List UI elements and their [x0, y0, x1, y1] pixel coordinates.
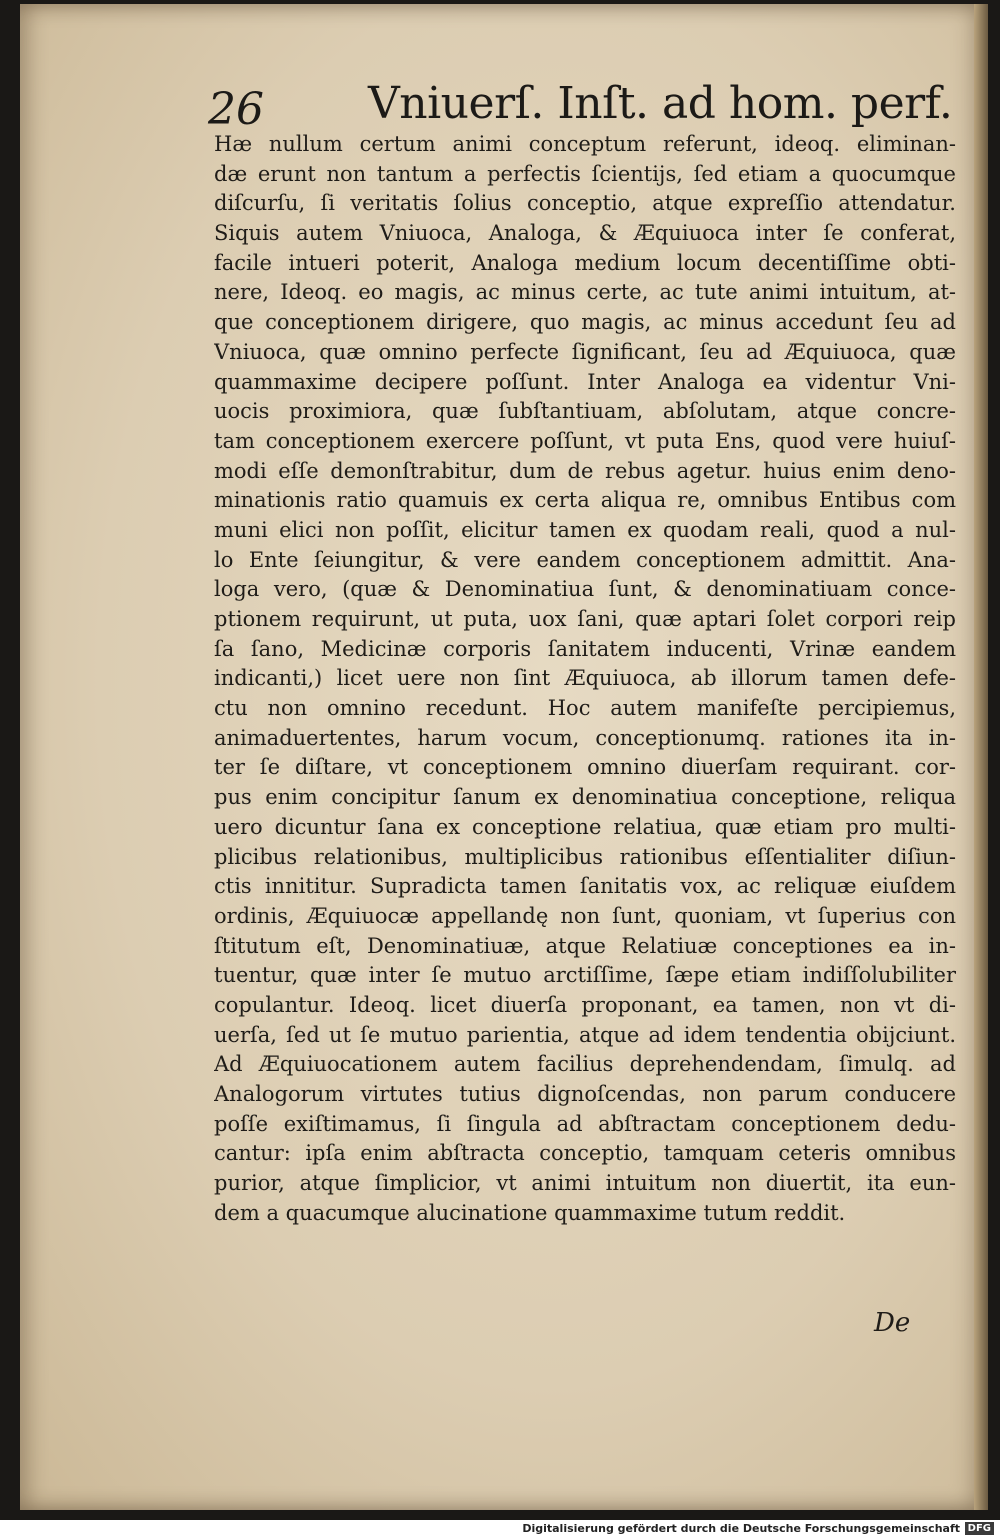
- catchword: De: [874, 1308, 911, 1338]
- text-line: pus enim concipitur ſanum ex denominatiua conceptione, reliqua: [214, 785, 956, 810]
- text-line: ter ſe diſtare, vt conceptionem omnino diuerſam requirant. cor-: [214, 755, 956, 780]
- text-line: Siquis autem Vniuoca, Analoga, & Æquiuoca inter ſe conferat,: [214, 221, 956, 246]
- text-line: facile intueri poterit, Analoga medium locum decentiſſime obti-: [214, 250, 956, 275]
- dfg-logo: DFG: [965, 1522, 994, 1535]
- text-line: muni elici non poſſit, elicitur tamen ex quodam reali, quod a nul-: [214, 517, 956, 542]
- text-line: modi eſſe demonſtrabitur, dum de rebus agetur. huius enim deno-: [214, 458, 956, 483]
- text-line: Hæ nullum certum animi conceptum referunt, ideoq. eliminan-: [214, 132, 956, 156]
- text-line: Ad Æquiuocationem autem facilius deprehendendam, ſimulq. ad: [214, 1052, 956, 1077]
- body-text: [214, 130, 956, 1228]
- text-line: loga vero, (quæ & Denominatiua ſunt, & denominatiuam conce-: [214, 577, 956, 602]
- digitization-credit: Digitalisierung gefördert durch die Deutsche Forschungsgemeinschaft: [522, 1522, 960, 1535]
- text-line: uero dicuntur ſana ex conceptione relatiua, quæ etiam pro multi-: [214, 814, 956, 839]
- text-line: quammaxime decipere poſſunt. Inter Analoga ea videntur Vni-: [214, 369, 956, 394]
- text-line: ſa ſano, Medicinæ corporis ſanitatem inducenti, Vrinæ eandem: [214, 636, 956, 661]
- text-line: indicanti,) licet uere non ſint Æquiuoca, ab illorum tamen defe-: [214, 666, 956, 691]
- text-line: purior, atque ſimplicior, vt animi intuitum non diuertit, ita eun-: [214, 1171, 956, 1196]
- text-line: ctis innititur. Supradicta tamen ſanitatis vox, ac reliquæ eiuſdem: [214, 874, 956, 899]
- text-line: Vniuoca, quæ omnino perfecte ſignificant, ſeu ad Æquiuoca, quæ: [214, 339, 956, 364]
- text-line: lo Ente ſeiungitur, & vere eandem conceptionem admittit. Ana-: [214, 547, 956, 572]
- text-line: animaduertentes, harum vocum, conceptionumq. rationes ita in-: [214, 725, 956, 750]
- text-line: dem a quacumque alucinatione quammaxime tutum reddit.: [214, 1200, 846, 1225]
- text-line: Analogorum virtutes tutius dignoſcendas, non parum conducere: [214, 1082, 956, 1106]
- text-line: plicibus relationibus, multiplicibus rationibus eſſentialiter diſiun-: [214, 844, 956, 869]
- page-number: 26: [208, 84, 264, 135]
- text-line: poſſe exiſtimamus, ſi ſingula ad abſtractam conceptionem dedu-: [214, 1111, 956, 1136]
- text-line: cantur: ipſa enim abſtracta conceptio, tamquam ceteris omnibus: [214, 1141, 956, 1166]
- text-line: ctu non omnino recedunt. Hoc autem manifeſte percipiemus,: [214, 696, 956, 721]
- text-line: diſcurſu, ſi veritatis ſolius conceptio, atque expreſſio attendatur.: [214, 191, 956, 216]
- text-line: nere, Ideoq. eo magis, ac minus certe, ac tute animi intuitum, at-: [214, 280, 956, 305]
- text-line: uocis proximiora, quæ ſubſtantiuam, abſolutam, atque concre-: [214, 399, 956, 424]
- text-line: ordinis, Æquiuocæ appellandę non ſunt, quoniam, vt ſuperius con: [214, 903, 956, 928]
- text-line: uerſa, ſed ut ſe mutuo parientia, atque ad idem tendentia obijciunt.: [214, 1022, 956, 1047]
- binding-edge: [974, 4, 988, 1510]
- text-line: minationis ratio quamuis ex certa aliqua re, omnibus Entibus com: [214, 488, 956, 513]
- text-line: tam conceptionem exercere poſſunt, vt puta Ens, quod vere huiuſ-: [214, 428, 956, 453]
- text-line: ſtitutum eſt, Denominatiuæ, atque Relatiuæ conceptiones ea in-: [214, 933, 956, 958]
- text-line: que conceptionem dirigere, quo magis, ac minus accedunt ſeu ad: [214, 310, 956, 335]
- running-head: Vniuerſ. Inſt. ad hom. perf.: [368, 78, 953, 129]
- text-line: tuentur, quæ inter ſe mutuo arctiſſime, ſæpe etiam indiſſolubiliter: [214, 963, 956, 988]
- text-line: copulantur. Ideoq. licet diuerſa proponant, ea tamen, non vt di-: [214, 992, 956, 1017]
- text-line: ptionem requirunt, ut puta, uox ſani, quæ aptari ſolet corpori reip: [214, 607, 956, 631]
- text-line: dæ erunt non tantum a perfectis ſcientijs, ſed etiam a quocumque: [214, 161, 956, 186]
